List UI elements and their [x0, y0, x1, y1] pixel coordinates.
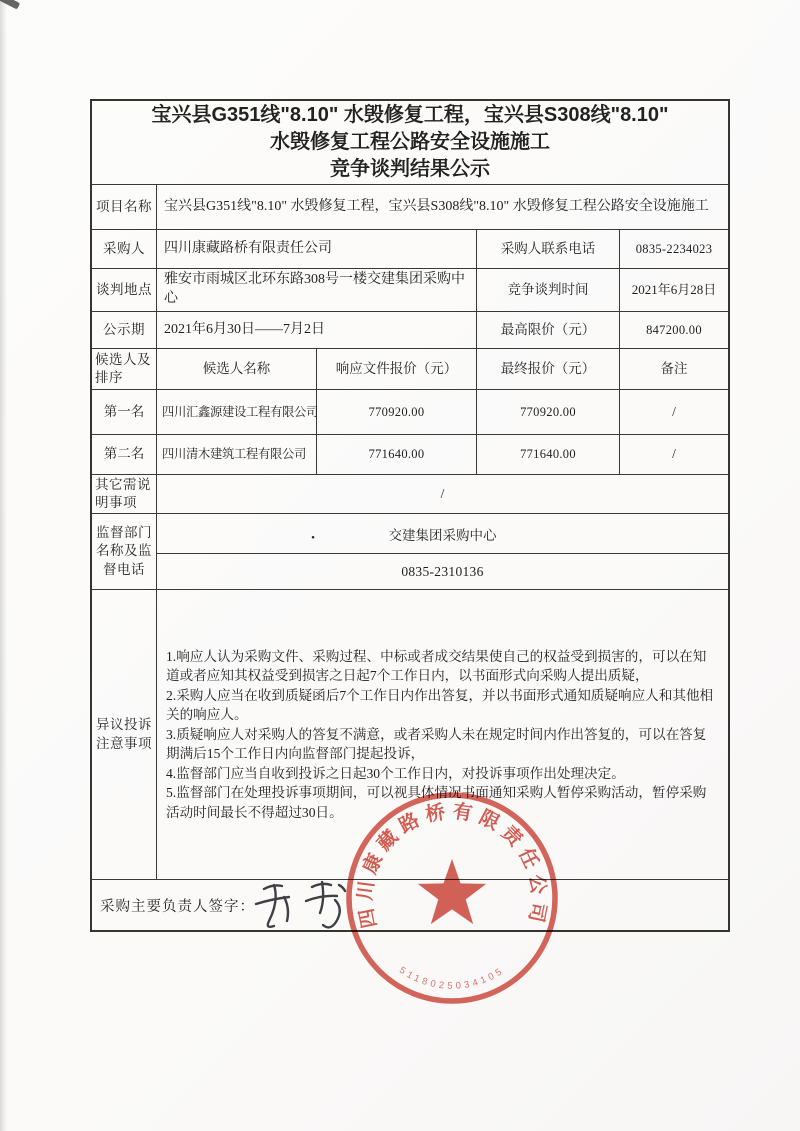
other-notes-value: / [440, 485, 445, 501]
complaint-item-2: 2.采购人应当在收到质疑函后7个工作日内作出答复，并以书面形式通知质疑响应人和其他相关的响应人。 [166, 687, 714, 723]
document-title [92, 101, 728, 185]
negotiation-time-label: 竞争谈判时间 [477, 269, 620, 311]
candidates-final-price-header: 最终报价（元） [477, 349, 620, 389]
candidate-2-remark: / [672, 446, 676, 462]
complaint-item-4: 4.监督部门应当自收到投诉之日起30个工作日内，对投诉事项作出处理决定。 [166, 765, 625, 781]
max-price-label: 最高限价（元） [477, 312, 620, 348]
candidates-rank-header: 候选人及排序 [92, 349, 157, 389]
row-publicity-period [92, 312, 728, 349]
candidates-remark-header: 备注 [660, 360, 688, 376]
seal-company-name: 四川康藏路桥有限责任公司 [354, 800, 550, 931]
project-name-value: 宝兴县G351线"8.10" 水毁修复工程，宝兴县S308线"8.10" 水毁修复工程公路安全设施施工 [164, 198, 709, 214]
other-notes-label: 其它需说明事项 [92, 475, 157, 513]
bullet-mark: • [311, 531, 316, 544]
publicity-period-label: 公示期 [92, 312, 157, 348]
title-line-3: 竞争谈判结果公示 [330, 158, 490, 180]
complaint-item-1: 1.响应人认为采购文件、采购过程、中标或者成交结果使自己的权益受到损害的，可以在知道或者应知其权益受到损害之日起7个工作日内，以书面形式向采购人提出质疑， [166, 648, 707, 684]
company-seal [339, 785, 565, 1011]
purchaser-phone-value: 0835-2234023 [635, 241, 713, 256]
candidate-1-final-price: 770920.00 [477, 390, 620, 434]
complaint-label: 异议投诉注意事项 [92, 590, 157, 879]
supervision-phone: 0835-2310136 [401, 563, 484, 579]
candidate-1-doc-price: 770920.00 [317, 390, 477, 434]
row-candidates-header [92, 349, 728, 390]
purchaser-label: 采购人 [92, 230, 157, 268]
title-line-2: 水毁修复工程公路安全设施施工 [270, 131, 550, 153]
complaint-item-5: 5.监督部门在处理投诉事项期间，可以视具体情况书面通知采购人暂停采购活动，暂停采购活动时间最长不得超过30日。 [166, 785, 707, 820]
candidate-2-doc-price: 771640.00 [317, 435, 477, 474]
svg-text:5118025034105 [397, 965, 507, 992]
supervision-values [157, 514, 728, 589]
candidates-doc-price-header: 响应文件报价（元） [317, 349, 477, 389]
candidate-2-name: 四川清木建筑工程有限公司 [157, 435, 317, 474]
row-purchaser [92, 230, 728, 269]
negotiation-place-label: 谈判地点 [92, 269, 157, 311]
seal-serial-number: 5118025034105 [397, 964, 507, 992]
signature-label: 采购主要负责人签字： [100, 898, 255, 915]
complaint-item-3: 3.质疑响应人对采购人的答复不满意，或者采购人未在规定时间内作出答复的，可以在答复期满后15个工作日内向监督部门提起投诉， [166, 726, 707, 762]
purchaser-value: 四川康藏路桥有限责任公司 [157, 230, 477, 268]
candidate-1-remark: / [672, 403, 676, 419]
candidate-2-final-price: 771640.00 [477, 435, 620, 474]
purchaser-phone-label: 采购人联系电话 [477, 230, 620, 268]
negotiation-place-value: 雅安市雨城区北环东路308号一楼交建集团采购中心 [157, 269, 477, 311]
row-other-notes [92, 475, 728, 514]
title-line-1: 宝兴县G351线"8.10" 水毁修复工程，宝兴县S308线"8.10" [151, 104, 669, 126]
publicity-period-value: 2021年6月30日——7月2日 [157, 312, 477, 348]
row-project-name [92, 185, 728, 230]
row-supervision [92, 514, 728, 590]
negotiation-time-value: 2021年6月28日 [631, 282, 717, 298]
candidate-2-rank: 第二名 [92, 435, 157, 474]
candidate-row-2 [92, 435, 728, 475]
supervision-label: 监督部门名称及监督电话 [92, 514, 157, 589]
candidates-name-header: 候选人名称 [157, 349, 317, 389]
seal-star-icon [418, 859, 486, 924]
project-name-label: 项目名称 [92, 185, 157, 229]
candidate-1-name: 四川汇鑫源建设工程有限公司 [157, 390, 317, 434]
supervision-department: 交建集团采购中心 [388, 527, 497, 543]
row-negotiation-place [92, 269, 728, 312]
max-price-value: 847200.00 [646, 322, 702, 337]
candidate-1-rank: 第一名 [92, 390, 157, 434]
candidate-row-1 [92, 390, 728, 435]
scan-edge-shade [0, 0, 7, 1131]
supervision-department-row [157, 514, 728, 554]
